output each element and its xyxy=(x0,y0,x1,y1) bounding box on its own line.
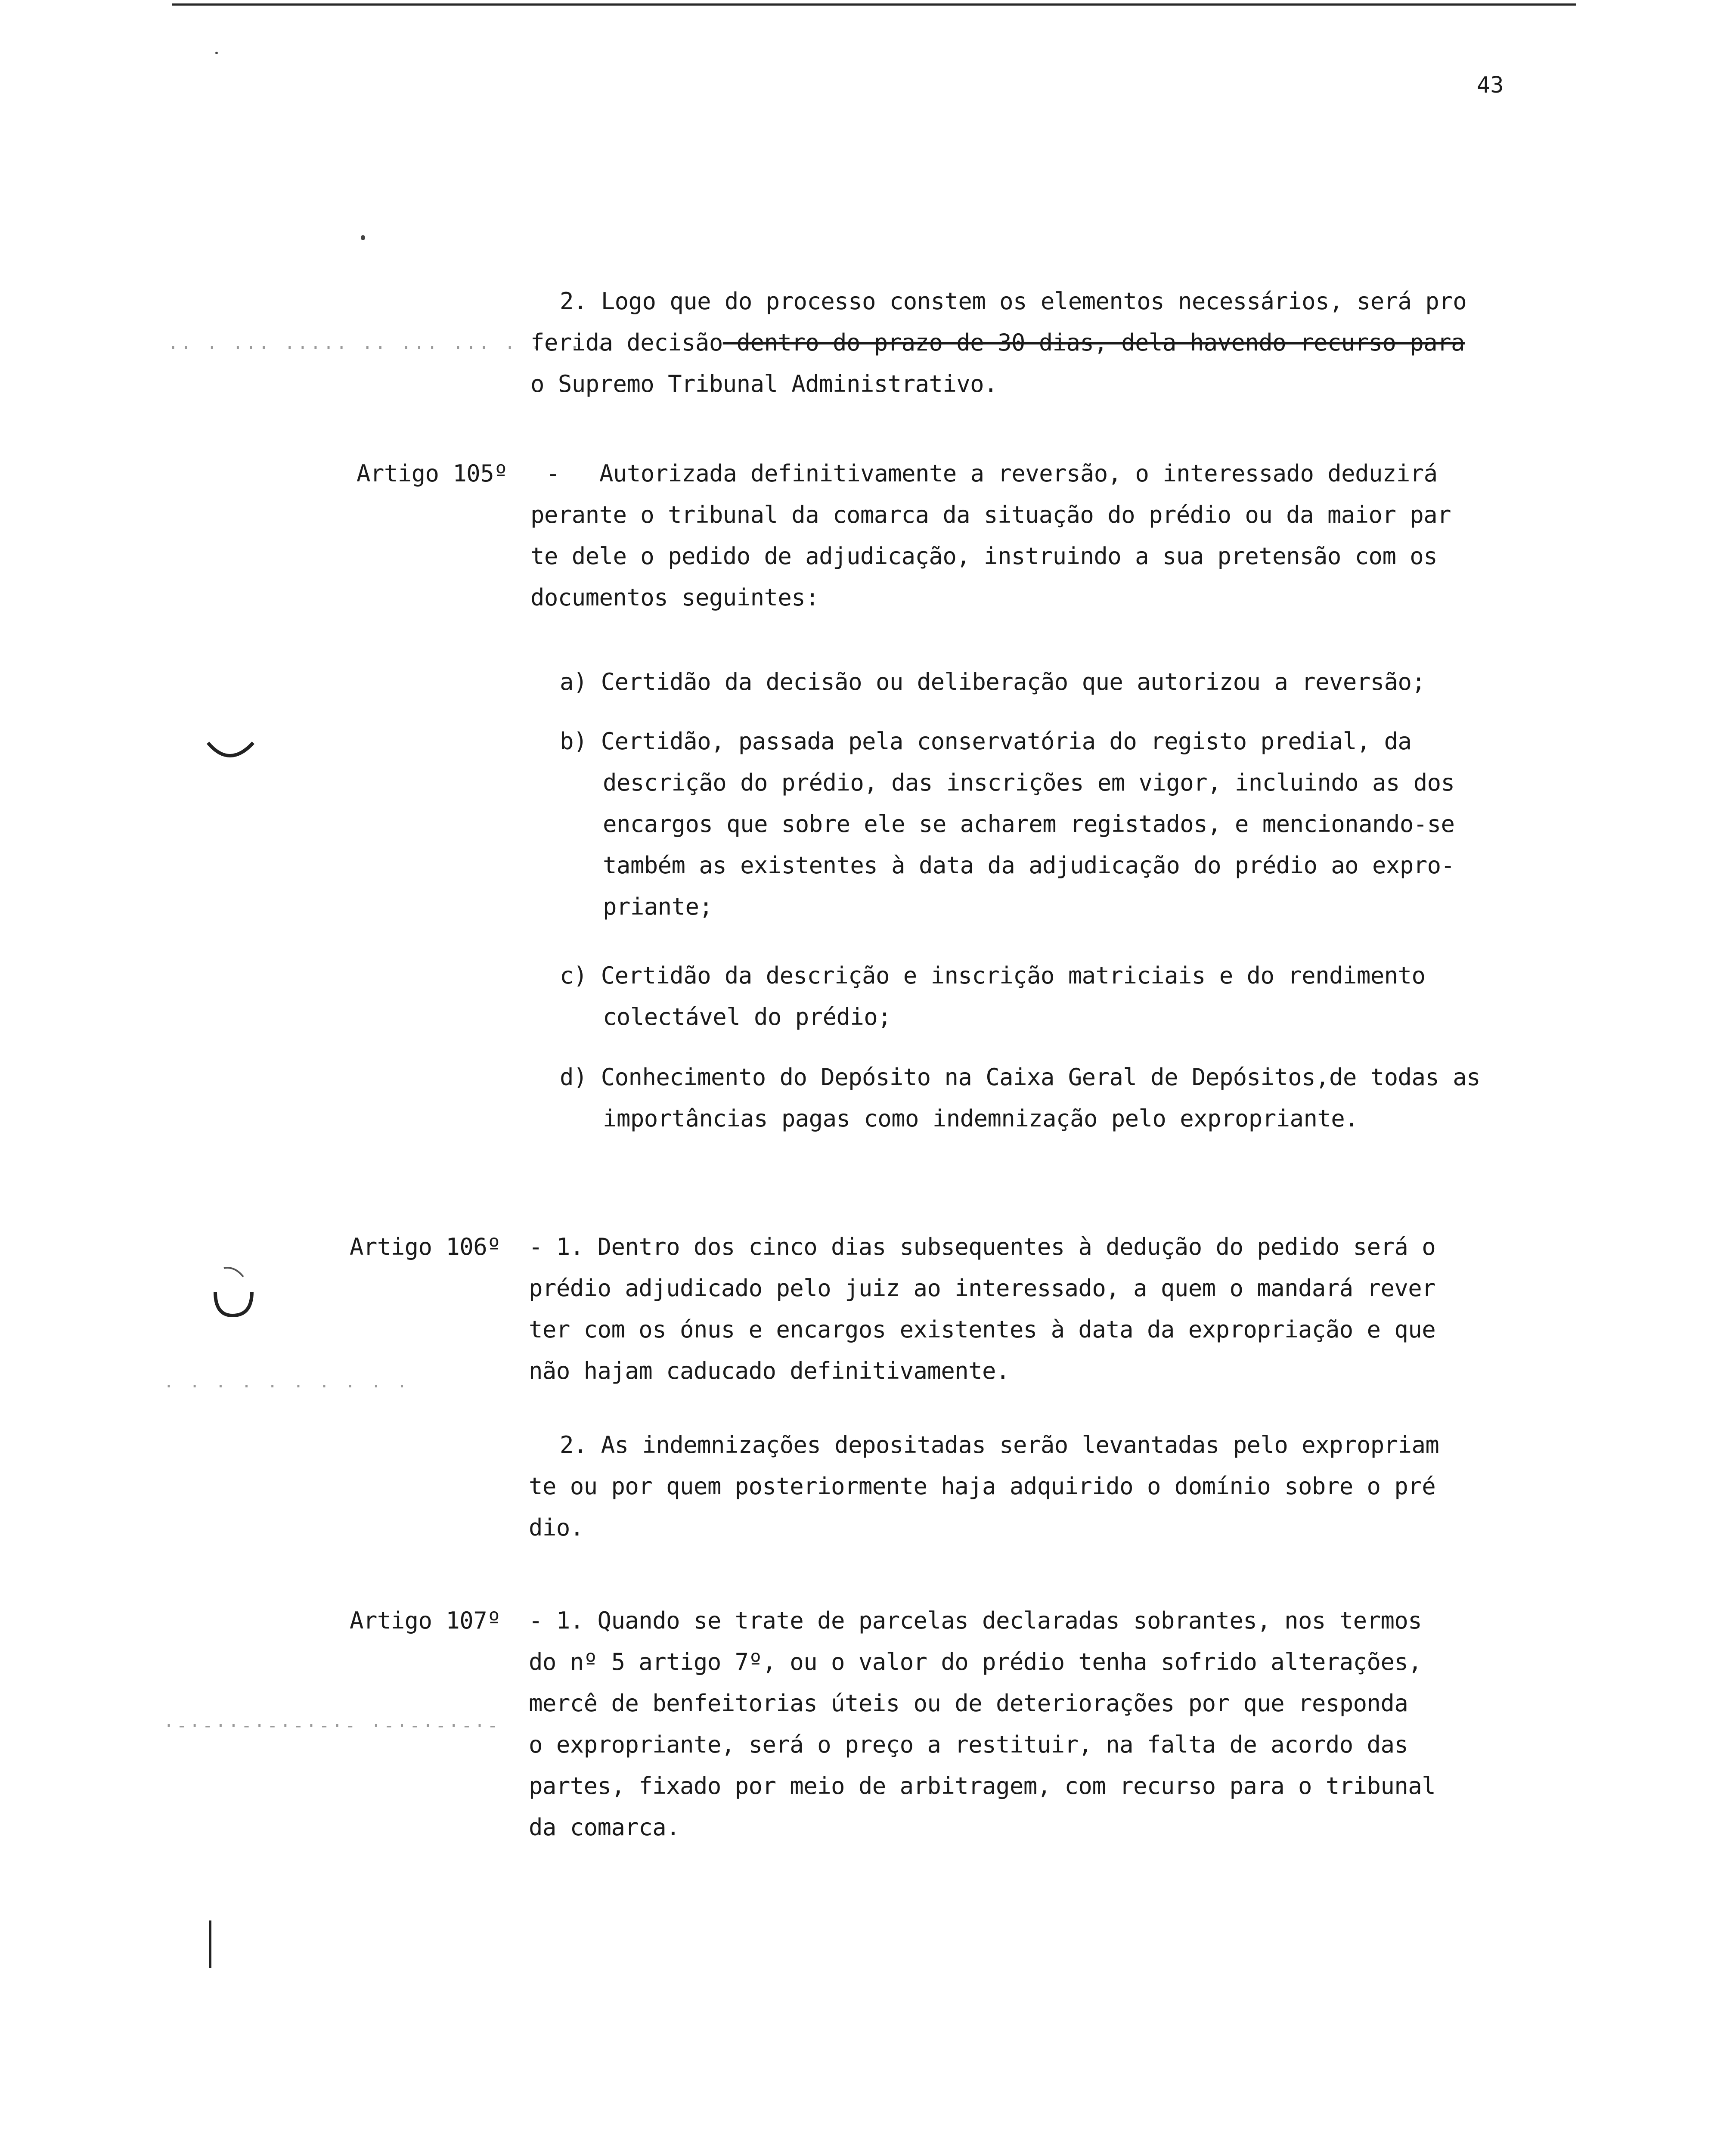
list-item: importâncias pagas como indemnização pelo expropriante. xyxy=(603,1105,1359,1132)
article-label: Artigo 106º xyxy=(350,1233,501,1260)
scan-noise: · · · · · · · · · · xyxy=(164,1377,410,1396)
list-item: colectável do prédio; xyxy=(603,1003,892,1030)
paragraph-line: 2. Logo que do processo constem os elementos necessários, será pro xyxy=(560,288,1467,315)
page-number: 43 xyxy=(1477,72,1504,98)
margin-speck xyxy=(361,235,365,240)
margin-speck xyxy=(215,52,218,54)
article-dash: - xyxy=(546,460,560,487)
scan-noise: ·-·-··-·-·-·-·- ·-·-·-·-·- xyxy=(164,1716,501,1736)
scan-noise: ·· · ··· ····· ·· ··· ··· · ·· · · xyxy=(168,338,608,358)
paragraph-line: te dele o pedido de adjudicação, instruindo a sua pretensão com os xyxy=(530,543,1438,570)
paragraph-line: Autorizada definitivamente a reversão, o interessado deduzirá xyxy=(599,460,1438,487)
hole-punch-arc-icon xyxy=(206,738,257,773)
paragraph-line: mercê de benfeitorias úteis ou de deteriorações por que responda xyxy=(529,1690,1408,1717)
paragraph-line: ter com os ónus e encargos existentes à data da expropriação e que xyxy=(529,1316,1436,1343)
list-item: c) Certidão da descrição e inscrição matriciais e do rendimento xyxy=(560,962,1426,989)
paragraph-line xyxy=(530,329,1465,357)
paragraph-line: o expropriante, será o preço a restituir, na falta de acordo das xyxy=(529,1731,1408,1758)
list-item: b) Certidão, passada pela conservatória do registo predial, da xyxy=(560,728,1412,755)
paragraph-line: não hajam caducado definitivamente. xyxy=(529,1357,1010,1384)
paragraph-line: 2. As indemnizações depositadas serão levantadas pelo expropriam xyxy=(560,1431,1439,1458)
list-item: descrição do prédio, das inscrições em vigor, incluindo as dos xyxy=(603,769,1455,796)
paragraph-line: documentos seguintes: xyxy=(530,584,819,611)
paragraph-line: - 1. Quando se trate de parcelas declaradas sobrantes, nos termos xyxy=(529,1607,1422,1634)
list-item: d) Conhecimento do Depósito na Caixa Geral de Depósitos,de todas as xyxy=(560,1064,1481,1091)
list-item: priante; xyxy=(603,893,713,920)
paragraph-line: dio. xyxy=(529,1514,584,1541)
hole-punch-circle-icon xyxy=(207,1262,258,1322)
paragraph-line: da comarca. xyxy=(529,1814,680,1841)
paragraph-line: perante o tribunal da comarca da situação do prédio ou da maior par xyxy=(530,501,1451,528)
paragraph-text: ferida decisão xyxy=(530,329,723,356)
paragraph-line: o Supremo Tribunal Administrativo. xyxy=(530,370,998,397)
list-item: encargos que sobre ele se acharem registados, e mencionando-se xyxy=(603,810,1455,838)
top-rule xyxy=(172,3,1576,6)
paragraph-line: te ou por quem posteriormente haja adquirido o domínio sobre o pré xyxy=(529,1473,1436,1500)
paragraph-line: do nº 5 artigo 7º, ou o valor do prédio tenha sofrido alterações, xyxy=(529,1648,1422,1675)
margin-tick-icon xyxy=(206,1920,214,1972)
struck-text: dentro do prazo de 30 dias, dela havendo recurso para xyxy=(722,329,1465,356)
article-label: Artigo 107º xyxy=(350,1607,501,1634)
paragraph-line: - 1. Dentro dos cinco dias subsequentes à dedução do pedido será o xyxy=(529,1233,1436,1260)
article-label: Artigo 105º xyxy=(356,460,508,487)
list-item: também as existentes à data da adjudicação do prédio ao expro- xyxy=(603,852,1455,879)
paragraph-line: partes, fixado por meio de arbitragem, com recurso para o tribunal xyxy=(529,1772,1436,1799)
paragraph-line: prédio adjudicado pelo juiz ao interessado, a quem o mandará rever xyxy=(529,1275,1436,1302)
list-item: a) Certidão da decisão ou deliberação que autorizou a reversão; xyxy=(560,668,1426,695)
